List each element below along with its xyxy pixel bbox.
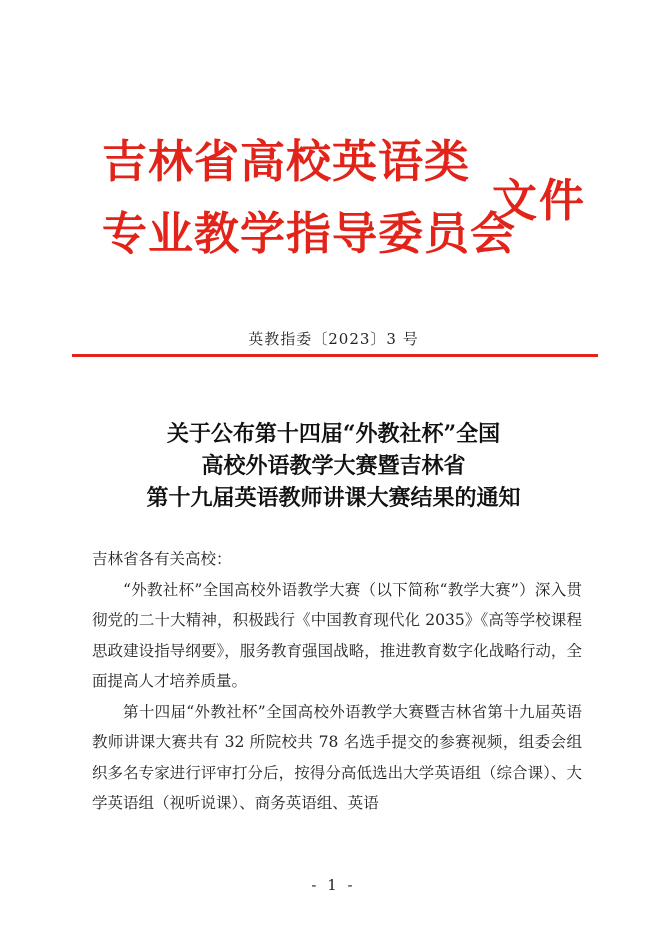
paragraph-1: “外教社杯”全国高校外语教学大赛（以下简称“教学大赛”）深入贯彻党的二十大精神，积极践行《中国教育现代化 2035》《高等学校课程思政建设指导纲要》，服务教育强国战略，推进教育数字化战略行动，全面提高人才培养质量。 [92, 580, 582, 690]
header-suffix: 文件 [492, 174, 587, 227]
page-number: - 1 - [311, 876, 356, 894]
paragraph-2: 第十四届“外教社杯”全国高校外语教学大赛暨吉林省第十九届英语教师讲课大赛共有 32 所院校共 78 名选手提交的参赛视频，组委会组织多名专家进行评审打分后，按得分高低选出大学英语组（综合课）、大学英语组（视听说课）、商务英语组、英语 [92, 702, 582, 812]
title-line-3: 第十九届英语教师讲课大赛结果的通知 [146, 485, 521, 511]
header-org-line-2: 专业教学指导委员会 [102, 207, 517, 260]
title-line-2: 高校外语教学大赛暨吉林省 [201, 453, 466, 479]
salutation: 吉林省各有关高校： [92, 550, 232, 568]
document-number: 英教指委〔2023〕3 号 [248, 330, 419, 348]
title-line-1: 关于公布第十四届“外教社杯”全国 [166, 421, 501, 447]
notice-body [92, 544, 582, 819]
red-divider [72, 354, 598, 357]
header-org-line-1: 吉林省高校英语类 [102, 135, 471, 188]
